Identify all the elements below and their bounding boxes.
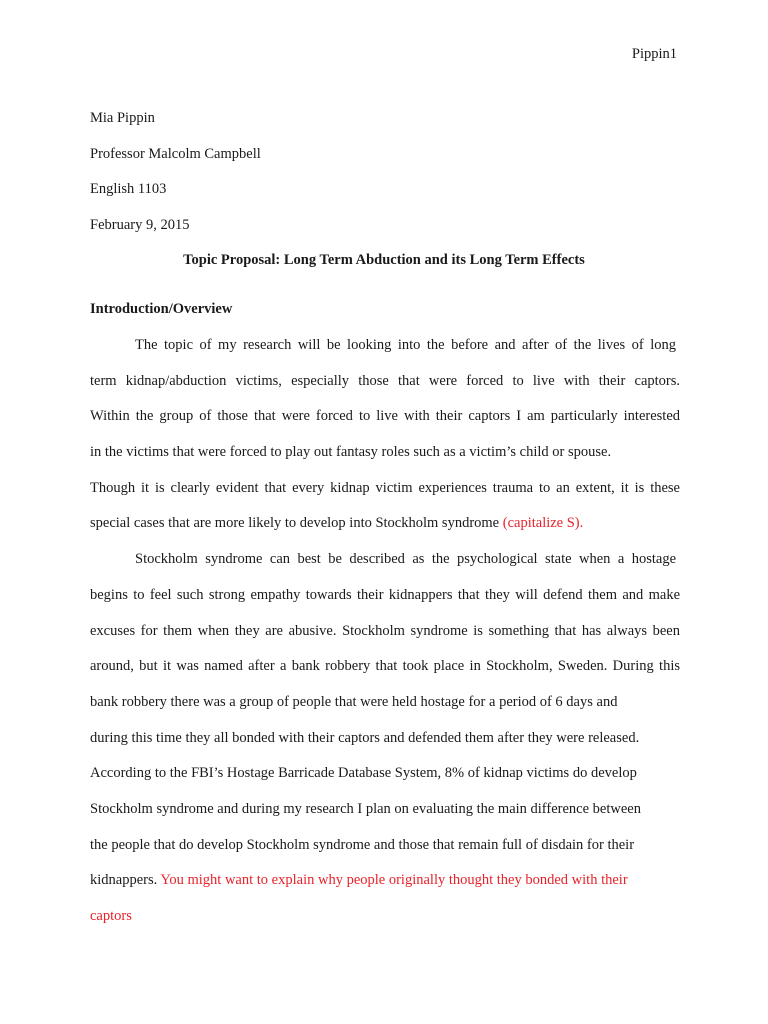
instructor-comment: (capitalize S). [502, 515, 584, 531]
instructor-comment: You might want to explain why people originally thought they bonded with their [160, 872, 628, 888]
paragraph-line: begins to feel such strong empathy towards their kidnappers that they will defend them and make [90, 587, 680, 603]
professor-name: Professor Malcolm Campbell [90, 146, 261, 162]
date: February 9, 2015 [90, 217, 190, 233]
paragraph-line: Though it is clearly evident that every kidnap victim experiences trauma to an extent, it is these [90, 480, 680, 496]
paragraph-line: term kidnap/abduction victims, especially those that were forced to live with their captors. [90, 373, 680, 389]
paragraph-line [90, 872, 680, 889]
paragraph-line-last [90, 515, 680, 532]
student-name: Mia Pippin [90, 110, 155, 126]
paragraph-text: kidnappers. [90, 872, 161, 888]
instructor-comment: captors [90, 908, 132, 924]
running-head: Pippin1 [631, 46, 677, 62]
paragraph-line: around, but it was named after a bank robbery that took place in Stockholm, Sweden. During this [90, 658, 680, 674]
paragraph-line: in the victims that were forced to play out fantasy roles such as a victim’s child or spouse. [90, 444, 612, 460]
paragraph-line: during this time they all bonded with their captors and defended them after they were released. [90, 730, 640, 746]
course-name: English 1103 [90, 181, 167, 197]
paragraph-line: The topic of my research will be looking into the before and after of the lives of long [135, 337, 676, 353]
paragraph-line: Stockholm syndrome and during my research I plan on evaluating the main difference between [90, 801, 641, 817]
paragraph-line: bank robbery there was a group of people that were held hostage for a period of 6 days and [90, 694, 618, 710]
paper-title: Topic Proposal: Long Term Abduction and its Long Term Effects [183, 252, 585, 268]
paragraph-text: special cases that are more likely to develop into Stockholm syndrome [90, 515, 503, 531]
paragraph-line: Stockholm syndrome can best be described as the psychological state when a hostage [135, 551, 676, 567]
section-heading: Introduction/Overview [90, 301, 233, 317]
paragraph-line: the people that do develop Stockholm syndrome and those that remain full of disdain for their [90, 837, 635, 853]
paragraph-line: Within the group of those that were forced to live with their captors I am particularly interested [90, 408, 680, 424]
paragraph-line: excuses for them when they are abusive. Stockholm syndrome is something that has always been [90, 623, 680, 639]
paragraph-line: According to the FBI’s Hostage Barricade Database System, 8% of kidnap victims do develop [90, 765, 637, 781]
